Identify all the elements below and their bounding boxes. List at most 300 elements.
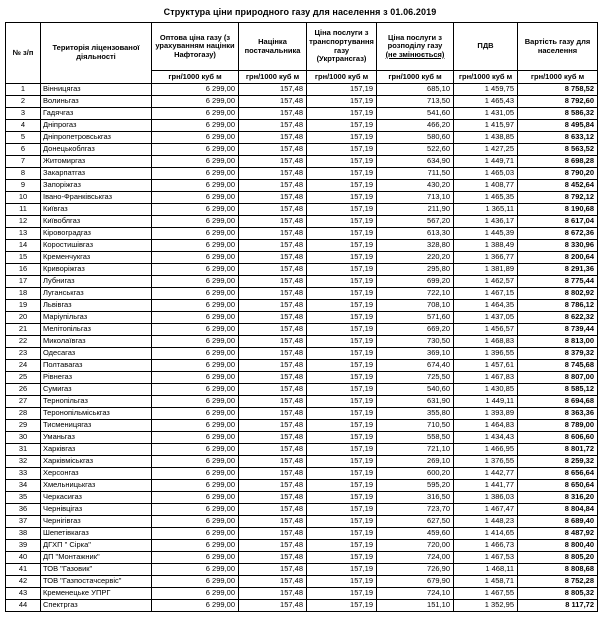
table-row [6, 288, 598, 300]
wholesale-price-cell: 6 299,00 [152, 168, 239, 180]
total-price-cell: 8 752,28 [518, 576, 598, 588]
wholesale-price-cell: 6 299,00 [152, 348, 239, 360]
table-row [6, 156, 598, 168]
transport-price-cell: 157,19 [307, 204, 377, 216]
wholesale-price-cell: 6 299,00 [152, 456, 239, 468]
total-price-cell: 8 786,12 [518, 300, 598, 312]
wholesale-price-cell: 6 299,00 [152, 564, 239, 576]
wholesale-price-cell: 6 299,00 [152, 588, 239, 600]
transport-price-cell: 157,19 [307, 420, 377, 432]
distribution-price-cell: 151,10 [377, 600, 454, 612]
table-row [6, 252, 598, 264]
distribution-price-cell: 723,70 [377, 504, 454, 516]
vat-cell: 1 448,23 [454, 516, 518, 528]
row-number-cell: 25 [6, 372, 41, 384]
row-number-cell: 10 [6, 192, 41, 204]
wholesale-price-cell: 6 299,00 [152, 324, 239, 336]
wholesale-price-cell: 6 299,00 [152, 228, 239, 240]
supplier-markup-cell: 157,48 [239, 468, 307, 480]
wholesale-price-cell: 6 299,00 [152, 276, 239, 288]
transport-price-cell: 157,19 [307, 180, 377, 192]
territory-cell: Чернігівгаз [41, 516, 152, 528]
territory-cell: ДГХП " Сірка" [41, 540, 152, 552]
distribution-price-cell: 713,50 [377, 96, 454, 108]
wholesale-price-cell: 6 299,00 [152, 492, 239, 504]
supplier-markup-cell: 157,48 [239, 180, 307, 192]
distribution-price-cell: 724,10 [377, 588, 454, 600]
vat-cell: 1 434,43 [454, 432, 518, 444]
distribution-price-cell: 595,20 [377, 480, 454, 492]
transport-price-cell: 157,19 [307, 600, 377, 612]
vat-cell: 1 414,65 [454, 528, 518, 540]
table-row [6, 456, 598, 468]
distribution-price-cell: 600,20 [377, 468, 454, 480]
total-price-cell: 8 606,60 [518, 432, 598, 444]
vat-cell: 1 456,57 [454, 324, 518, 336]
table-row [6, 276, 598, 288]
vat-cell: 1 457,61 [454, 360, 518, 372]
col-header-markup: Націнка постачальника [239, 23, 307, 71]
supplier-markup-cell: 157,48 [239, 348, 307, 360]
supplier-markup-cell: 157,48 [239, 108, 307, 120]
distribution-price-cell: 269,10 [377, 456, 454, 468]
vat-cell: 1 365,11 [454, 204, 518, 216]
territory-cell: Мелітопільгаз [41, 324, 152, 336]
unit-cell-markup: грн/1000 куб м [239, 71, 307, 84]
vat-cell: 1 466,73 [454, 540, 518, 552]
table-row [6, 336, 598, 348]
wholesale-price-cell: 6 299,00 [152, 432, 239, 444]
row-number-cell: 9 [6, 180, 41, 192]
row-number-cell: 41 [6, 564, 41, 576]
territory-cell: ДП "Монтажник" [41, 552, 152, 564]
total-price-cell: 8 789,00 [518, 420, 598, 432]
distribution-price-cell: 567,20 [377, 216, 454, 228]
distribution-price-cell: 634,90 [377, 156, 454, 168]
transport-price-cell: 157,19 [307, 156, 377, 168]
table-row [6, 420, 598, 432]
distribution-price-cell: 627,50 [377, 516, 454, 528]
transport-price-cell: 157,19 [307, 480, 377, 492]
distribution-price-cell: 540,60 [377, 384, 454, 396]
transport-price-cell: 157,19 [307, 468, 377, 480]
unit-cell-total: грн/1000 куб м [518, 71, 598, 84]
distribution-price-cell: 459,60 [377, 528, 454, 540]
vat-cell: 1 464,35 [454, 300, 518, 312]
wholesale-price-cell: 6 299,00 [152, 396, 239, 408]
row-number-cell: 39 [6, 540, 41, 552]
table-row [6, 492, 598, 504]
transport-price-cell: 157,19 [307, 444, 377, 456]
total-price-cell: 8 792,12 [518, 192, 598, 204]
territory-cell: Івано-Франківськгаз [41, 192, 152, 204]
wholesale-price-cell: 6 299,00 [152, 288, 239, 300]
vat-cell: 1 468,83 [454, 336, 518, 348]
row-number-cell: 2 [6, 96, 41, 108]
table-row [6, 312, 598, 324]
col-header-territory: Територія ліцензованої діяльності [41, 23, 152, 84]
transport-price-cell: 157,19 [307, 324, 377, 336]
row-number-cell: 23 [6, 348, 41, 360]
supplier-markup-cell: 157,48 [239, 156, 307, 168]
vat-cell: 1 381,89 [454, 264, 518, 276]
table-row [6, 204, 598, 216]
table-row [6, 168, 598, 180]
distribution-price-cell: 355,80 [377, 408, 454, 420]
supplier-markup-cell: 157,48 [239, 384, 307, 396]
wholesale-price-cell: 6 299,00 [152, 108, 239, 120]
row-number-cell: 31 [6, 444, 41, 456]
territory-cell: Київоблгаз [41, 216, 152, 228]
vat-cell: 1 467,83 [454, 372, 518, 384]
vat-cell: 1 467,55 [454, 588, 518, 600]
vat-cell: 1 408,77 [454, 180, 518, 192]
total-price-cell: 8 117,72 [518, 600, 598, 612]
total-price-cell: 8 585,12 [518, 384, 598, 396]
total-price-cell: 8 689,40 [518, 516, 598, 528]
vat-cell: 1 458,71 [454, 576, 518, 588]
total-price-cell: 8 800,40 [518, 540, 598, 552]
transport-price-cell: 157,19 [307, 564, 377, 576]
table-row [6, 528, 598, 540]
row-number-cell: 5 [6, 132, 41, 144]
total-price-cell: 8 617,04 [518, 216, 598, 228]
row-number-cell: 8 [6, 168, 41, 180]
vat-cell: 1 441,77 [454, 480, 518, 492]
wholesale-price-cell: 6 299,00 [152, 372, 239, 384]
table-row [6, 468, 598, 480]
distribution-price-cell: 674,40 [377, 360, 454, 372]
row-number-cell: 16 [6, 264, 41, 276]
total-price-cell: 8 807,00 [518, 372, 598, 384]
row-number-cell: 22 [6, 336, 41, 348]
vat-cell: 1 464,83 [454, 420, 518, 432]
distribution-price-cell: 722,10 [377, 288, 454, 300]
total-price-cell: 8 379,32 [518, 348, 598, 360]
supplier-markup-cell: 157,48 [239, 540, 307, 552]
table-row [6, 324, 598, 336]
vat-cell: 1 430,85 [454, 384, 518, 396]
total-price-cell: 8 758,52 [518, 84, 598, 96]
wholesale-price-cell: 6 299,00 [152, 180, 239, 192]
supplier-markup-cell: 157,48 [239, 360, 307, 372]
total-price-cell: 8 200,64 [518, 252, 598, 264]
supplier-markup-cell: 157,48 [239, 336, 307, 348]
territory-cell: Харківгаз [41, 444, 152, 456]
total-price-cell: 8 745,68 [518, 360, 598, 372]
wholesale-price-cell: 6 299,00 [152, 216, 239, 228]
supplier-markup-cell: 157,48 [239, 228, 307, 240]
table-row [6, 108, 598, 120]
supplier-markup-cell: 157,48 [239, 312, 307, 324]
territory-cell: Спектргаз [41, 600, 152, 612]
transport-price-cell: 157,19 [307, 240, 377, 252]
wholesale-price-cell: 6 299,00 [152, 132, 239, 144]
total-price-cell: 8 792,60 [518, 96, 598, 108]
unit-cell-wholesale: грн/1000 куб м [152, 71, 239, 84]
transport-price-cell: 157,19 [307, 384, 377, 396]
distribution-price-cell: 708,10 [377, 300, 454, 312]
vat-cell: 1 445,39 [454, 228, 518, 240]
territory-cell: Миколаївгаз [41, 336, 152, 348]
total-price-cell: 8 291,36 [518, 264, 598, 276]
supplier-markup-cell: 157,48 [239, 600, 307, 612]
supplier-markup-cell: 157,48 [239, 408, 307, 420]
distribution-price-cell: 720,00 [377, 540, 454, 552]
territory-cell: Кременчукгаз [41, 252, 152, 264]
supplier-markup-cell: 157,48 [239, 420, 307, 432]
transport-price-cell: 157,19 [307, 516, 377, 528]
vat-cell: 1 427,25 [454, 144, 518, 156]
total-price-cell: 8 259,32 [518, 456, 598, 468]
supplier-markup-cell: 157,48 [239, 300, 307, 312]
territory-cell: Хмельницькгаз [41, 480, 152, 492]
territory-cell: ТОВ "Газпостачсервіс" [41, 576, 152, 588]
territory-cell: Теронопільміськгаз [41, 408, 152, 420]
supplier-markup-cell: 157,48 [239, 456, 307, 468]
table-row [6, 540, 598, 552]
vat-cell: 1 388,49 [454, 240, 518, 252]
supplier-markup-cell: 157,48 [239, 324, 307, 336]
vat-cell: 1 467,15 [454, 288, 518, 300]
supplier-markup-cell: 157,48 [239, 564, 307, 576]
vat-cell: 1 459,75 [454, 84, 518, 96]
distribution-price-cell: 724,00 [377, 552, 454, 564]
distribution-price-cell: 721,10 [377, 444, 454, 456]
vat-cell: 1 431,05 [454, 108, 518, 120]
distribution-price-cell: 679,90 [377, 576, 454, 588]
row-number-cell: 26 [6, 384, 41, 396]
territory-cell: Київгаз [41, 204, 152, 216]
territory-cell: Херсонгаз [41, 468, 152, 480]
table-row [6, 264, 598, 276]
vat-cell: 1 465,43 [454, 96, 518, 108]
wholesale-price-cell: 6 299,00 [152, 360, 239, 372]
wholesale-price-cell: 6 299,00 [152, 528, 239, 540]
row-number-cell: 40 [6, 552, 41, 564]
row-number-cell: 1 [6, 84, 41, 96]
transport-price-cell: 157,19 [307, 576, 377, 588]
wholesale-price-cell: 6 299,00 [152, 336, 239, 348]
wholesale-price-cell: 6 299,00 [152, 468, 239, 480]
col-header-num: № з/п [6, 23, 41, 84]
territory-cell: Харківміськгаз [41, 456, 152, 468]
transport-price-cell: 157,19 [307, 168, 377, 180]
distribution-price-cell: 713,10 [377, 192, 454, 204]
row-number-cell: 11 [6, 204, 41, 216]
row-number-cell: 44 [6, 600, 41, 612]
distribution-price-cell: 558,50 [377, 432, 454, 444]
row-number-cell: 30 [6, 432, 41, 444]
distribution-price-cell: 328,80 [377, 240, 454, 252]
supplier-markup-cell: 157,48 [239, 276, 307, 288]
row-number-cell: 32 [6, 456, 41, 468]
row-number-cell: 7 [6, 156, 41, 168]
total-price-cell: 8 775,44 [518, 276, 598, 288]
vat-cell: 1 386,03 [454, 492, 518, 504]
wholesale-price-cell: 6 299,00 [152, 516, 239, 528]
supplier-markup-cell: 157,48 [239, 168, 307, 180]
table-row [6, 192, 598, 204]
distribution-price-cell: 466,20 [377, 120, 454, 132]
distribution-price-cell: 295,80 [377, 264, 454, 276]
distribution-price-cell: 430,20 [377, 180, 454, 192]
row-number-cell: 36 [6, 504, 41, 516]
supplier-markup-cell: 157,48 [239, 288, 307, 300]
table-row [6, 432, 598, 444]
vat-cell: 1 466,95 [454, 444, 518, 456]
row-number-cell: 6 [6, 144, 41, 156]
territory-cell: Тисменицягаз [41, 420, 152, 432]
supplier-markup-cell: 157,48 [239, 120, 307, 132]
transport-price-cell: 157,19 [307, 288, 377, 300]
vat-cell: 1 366,77 [454, 252, 518, 264]
supplier-markup-cell: 157,48 [239, 444, 307, 456]
supplier-markup-cell: 157,48 [239, 432, 307, 444]
table-row [6, 300, 598, 312]
unit-cell-transport: грн/1000 куб м [307, 71, 377, 84]
vat-cell: 1 376,55 [454, 456, 518, 468]
vat-cell: 1 352,95 [454, 600, 518, 612]
distribution-price-cell: 211,90 [377, 204, 454, 216]
transport-price-cell: 157,19 [307, 456, 377, 468]
transport-price-cell: 157,19 [307, 408, 377, 420]
distribution-price-cell: 669,20 [377, 324, 454, 336]
supplier-markup-cell: 157,48 [239, 576, 307, 588]
row-number-cell: 27 [6, 396, 41, 408]
transport-price-cell: 157,19 [307, 132, 377, 144]
supplier-markup-cell: 157,48 [239, 372, 307, 384]
total-price-cell: 8 622,32 [518, 312, 598, 324]
territory-cell: Уманьгаз [41, 432, 152, 444]
supplier-markup-cell: 157,48 [239, 492, 307, 504]
row-number-cell: 42 [6, 576, 41, 588]
territory-cell: Львівгаз [41, 300, 152, 312]
transport-price-cell: 157,19 [307, 552, 377, 564]
total-price-cell: 8 790,20 [518, 168, 598, 180]
territory-cell: Черкасигаз [41, 492, 152, 504]
transport-price-cell: 157,19 [307, 360, 377, 372]
row-number-cell: 17 [6, 276, 41, 288]
transport-price-cell: 157,19 [307, 432, 377, 444]
table-body [6, 84, 598, 612]
distribution-price-cell: 522,60 [377, 144, 454, 156]
territory-cell: Чернівцігаз [41, 504, 152, 516]
table-row [6, 384, 598, 396]
table-row [6, 408, 598, 420]
wholesale-price-cell: 6 299,00 [152, 444, 239, 456]
territory-cell: Рівнегаз [41, 372, 152, 384]
total-price-cell: 8 698,28 [518, 156, 598, 168]
transport-price-cell: 157,19 [307, 96, 377, 108]
wholesale-price-cell: 6 299,00 [152, 144, 239, 156]
total-price-cell: 8 739,44 [518, 324, 598, 336]
transport-price-cell: 157,19 [307, 348, 377, 360]
vat-cell: 1 465,35 [454, 192, 518, 204]
territory-cell: Закарпатгаз [41, 168, 152, 180]
supplier-markup-cell: 157,48 [239, 252, 307, 264]
distribution-price-cell: 580,60 [377, 132, 454, 144]
wholesale-price-cell: 6 299,00 [152, 384, 239, 396]
table-row [6, 552, 598, 564]
transport-price-cell: 157,19 [307, 84, 377, 96]
row-number-cell: 4 [6, 120, 41, 132]
gas-price-table [5, 22, 598, 612]
table-row [6, 516, 598, 528]
col-header-vat: ПДВ [454, 23, 518, 71]
vat-cell: 1 462,57 [454, 276, 518, 288]
total-price-cell: 8 452,64 [518, 180, 598, 192]
wholesale-price-cell: 6 299,00 [152, 576, 239, 588]
row-number-cell: 35 [6, 492, 41, 504]
territory-cell: Донецькоблгаз [41, 144, 152, 156]
territory-cell: Луганськгаз [41, 288, 152, 300]
wholesale-price-cell: 6 299,00 [152, 540, 239, 552]
row-number-cell: 12 [6, 216, 41, 228]
row-number-cell: 24 [6, 360, 41, 372]
total-price-cell: 8 808,68 [518, 564, 598, 576]
row-number-cell: 37 [6, 516, 41, 528]
territory-cell: Полтавагаз [41, 360, 152, 372]
total-price-cell: 8 672,36 [518, 228, 598, 240]
vat-cell: 1 467,47 [454, 504, 518, 516]
distribution-price-cell: 316,50 [377, 492, 454, 504]
territory-cell: Житомиргаз [41, 156, 152, 168]
supplier-markup-cell: 157,48 [239, 552, 307, 564]
territory-cell: Шепетівкагаз [41, 528, 152, 540]
row-number-cell: 15 [6, 252, 41, 264]
col-header-total: Вартість газу для населення [518, 23, 598, 71]
wholesale-price-cell: 6 299,00 [152, 84, 239, 96]
transport-price-cell: 157,19 [307, 252, 377, 264]
distribution-price-cell: 685,10 [377, 84, 454, 96]
total-price-cell: 8 316,20 [518, 492, 598, 504]
vat-cell: 1 393,89 [454, 408, 518, 420]
wholesale-price-cell: 6 299,00 [152, 300, 239, 312]
vat-cell: 1 449,71 [454, 156, 518, 168]
total-price-cell: 8 813,00 [518, 336, 598, 348]
wholesale-price-cell: 6 299,00 [152, 312, 239, 324]
distribution-price-cell: 730,50 [377, 336, 454, 348]
table-row [6, 504, 598, 516]
transport-price-cell: 157,19 [307, 504, 377, 516]
distribution-price-cell: 220,20 [377, 252, 454, 264]
territory-cell: Кіровоградгаз [41, 228, 152, 240]
transport-price-cell: 157,19 [307, 192, 377, 204]
table-row [6, 132, 598, 144]
vat-cell: 1 437,05 [454, 312, 518, 324]
supplier-markup-cell: 157,48 [239, 132, 307, 144]
row-number-cell: 29 [6, 420, 41, 432]
total-price-cell: 8 363,36 [518, 408, 598, 420]
wholesale-price-cell: 6 299,00 [152, 192, 239, 204]
total-price-cell: 8 694,68 [518, 396, 598, 408]
territory-cell: Гадячгаз [41, 108, 152, 120]
wholesale-price-cell: 6 299,00 [152, 252, 239, 264]
distribution-price-cell: 613,30 [377, 228, 454, 240]
supplier-markup-cell: 157,48 [239, 144, 307, 156]
total-price-cell: 8 586,32 [518, 108, 598, 120]
supplier-markup-cell: 157,48 [239, 216, 307, 228]
distribution-price-cell: 710,50 [377, 420, 454, 432]
transport-price-cell: 157,19 [307, 336, 377, 348]
table-row [6, 348, 598, 360]
vat-cell: 1 467,53 [454, 552, 518, 564]
vat-cell: 1 436,17 [454, 216, 518, 228]
row-number-cell: 18 [6, 288, 41, 300]
supplier-markup-cell: 157,48 [239, 192, 307, 204]
row-number-cell: 13 [6, 228, 41, 240]
